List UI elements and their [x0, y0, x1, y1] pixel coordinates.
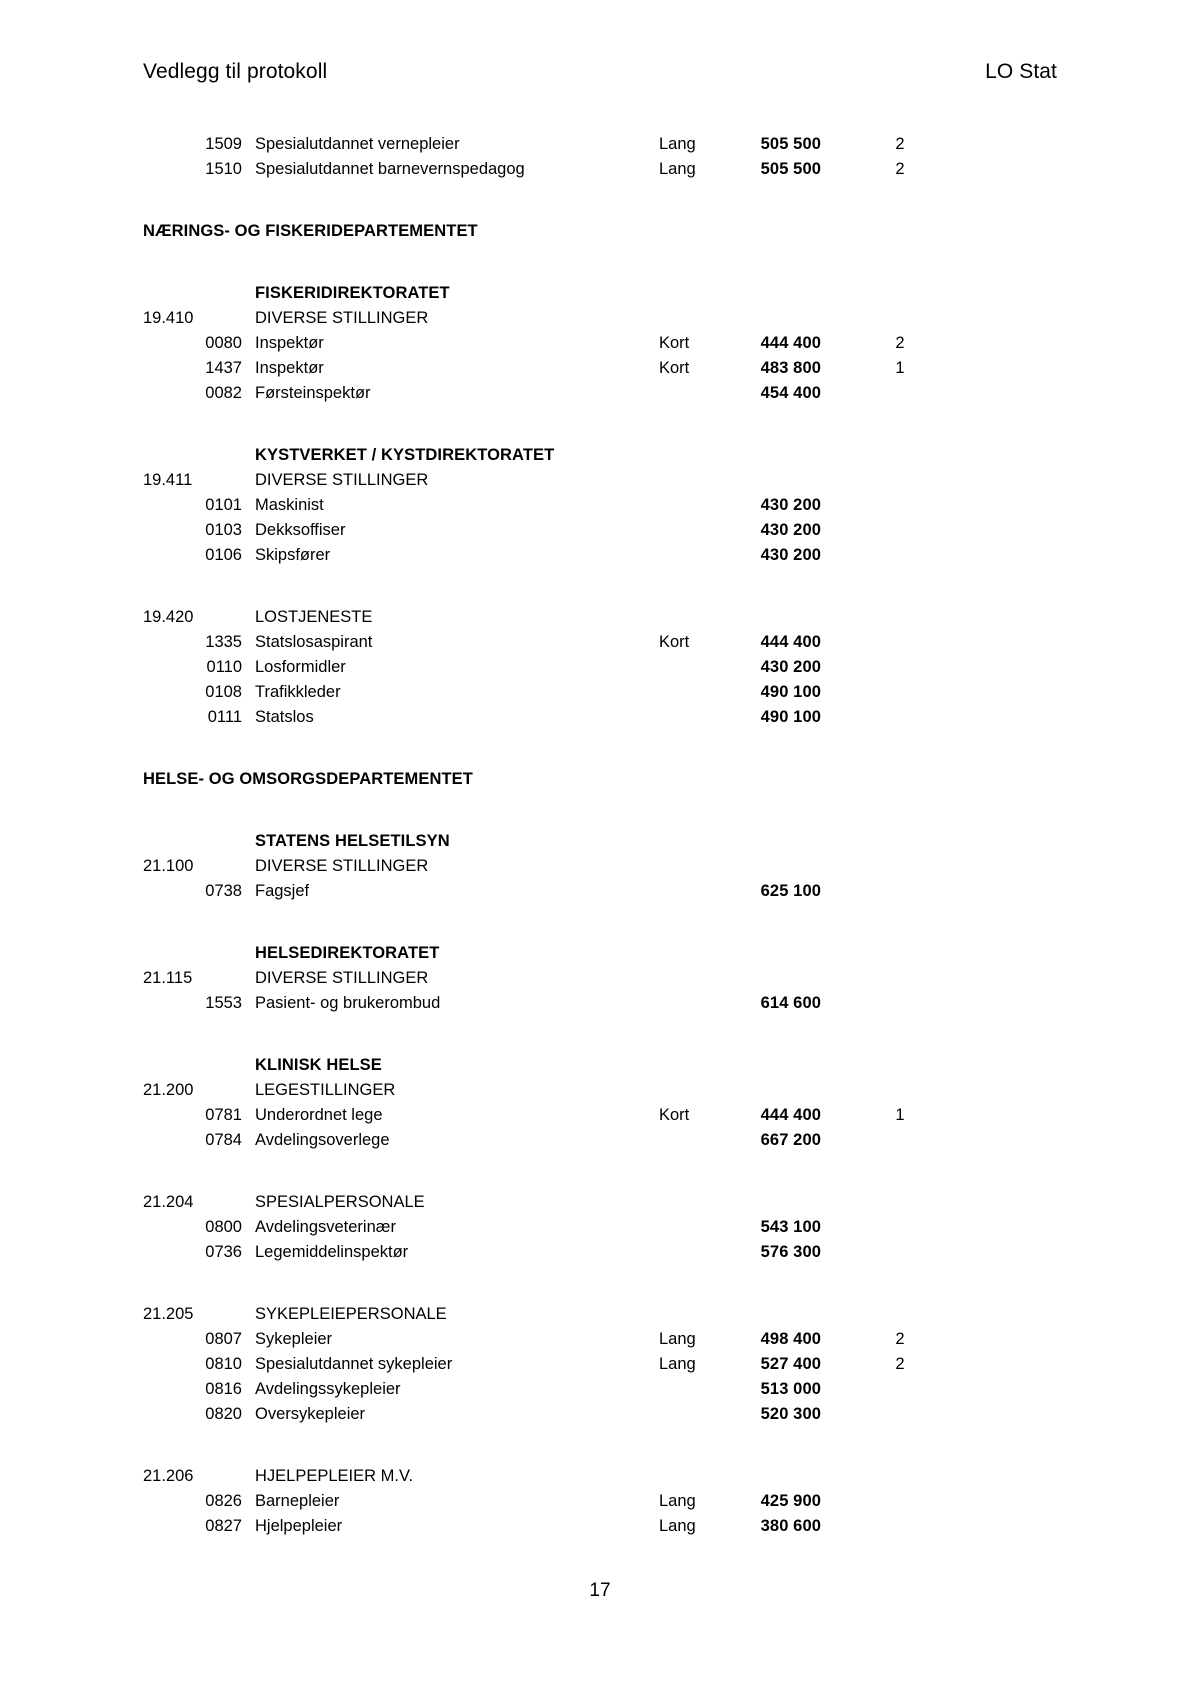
position-row: [0, 493, 1200, 518]
position-row: [0, 1128, 1200, 1153]
position-title: Avdelingsveterinær: [255, 1218, 396, 1236]
organization-name: LO Stat: [985, 60, 1057, 83]
salary-amount: 430 200: [760, 496, 821, 514]
salary-amount: 490 100: [760, 708, 821, 726]
page-number: 17: [589, 1580, 611, 1601]
position-code: 0110: [206, 658, 242, 676]
position-row: [0, 157, 1200, 182]
position-row: [0, 1240, 1200, 1265]
position-title: Sykepleier: [255, 1330, 333, 1348]
position-count: 2: [895, 1355, 905, 1373]
position-title: Statslosaspirant: [255, 633, 373, 651]
position-code: 1510: [205, 160, 242, 178]
salary-amount: 380 600: [760, 1517, 821, 1535]
salary-amount: 505 500: [760, 135, 821, 153]
section-heading-row: [0, 1078, 1200, 1103]
position-title: Fagsjef: [255, 882, 310, 900]
agency-heading: KYSTVERKET / KYSTDIREKTORATET: [255, 446, 555, 464]
salary-amount: 425 900: [760, 1492, 821, 1510]
position-row: [0, 630, 1200, 655]
position-row: [0, 655, 1200, 680]
department-heading-row: [0, 767, 1200, 792]
position-code: 1437: [205, 359, 242, 377]
position-title: Statslos: [255, 708, 314, 726]
position-title: Spesialutdannet barnevernspedagog: [255, 160, 525, 178]
salary-amount: 444 400: [760, 334, 821, 352]
position-row: [0, 991, 1200, 1016]
position-row: [0, 680, 1200, 705]
position-title: Barnepleier: [255, 1492, 340, 1510]
position-row: [0, 705, 1200, 730]
contract-type: Lang: [659, 160, 696, 178]
agency-heading-row: [0, 829, 1200, 854]
section-code: 21.115: [143, 969, 193, 987]
section-heading-row: [0, 966, 1200, 991]
section-heading-row: [0, 1464, 1200, 1489]
agency-heading: STATENS HELSETILSYN: [255, 832, 450, 850]
position-title: Oversykepleier: [255, 1405, 366, 1423]
salary-amount: 454 400: [760, 384, 821, 402]
position-code: 0807: [205, 1330, 242, 1348]
section-code: 19.420: [143, 608, 194, 626]
section-heading-row: [0, 1302, 1200, 1327]
position-code: 0738: [205, 882, 242, 900]
position-row: [0, 518, 1200, 543]
agency-heading-row: [0, 443, 1200, 468]
section-heading-row: [0, 468, 1200, 493]
salary-amount: 430 200: [760, 521, 821, 539]
position-code: 0103: [205, 521, 242, 539]
section-code: 21.200: [143, 1081, 194, 1099]
position-code: 1335: [205, 633, 242, 651]
section-code: 21.206: [143, 1467, 194, 1485]
position-title: Pasient- og brukerombud: [255, 994, 441, 1012]
position-code: 1553: [205, 994, 242, 1012]
position-code: 0820: [205, 1405, 242, 1423]
position-count: 2: [895, 334, 905, 352]
salary-amount: 513 000: [760, 1380, 821, 1398]
position-title: Avdelingsoverlege: [255, 1131, 390, 1149]
salary-amount: 498 400: [760, 1330, 821, 1348]
contract-type: Lang: [659, 1330, 696, 1348]
position-title: Losformidler: [255, 658, 346, 676]
salary-amount: 667 200: [760, 1131, 821, 1149]
salary-amount: 576 300: [760, 1243, 821, 1261]
position-row: [0, 356, 1200, 381]
position-row: [0, 1352, 1200, 1377]
contract-type: Lang: [659, 1492, 696, 1510]
position-title: Skipsfører: [255, 546, 331, 564]
section-heading: LOSTJENESTE: [255, 608, 373, 626]
position-count: 1: [895, 359, 905, 377]
department-heading: HELSE- OG OMSORGSDEPARTEMENTET: [143, 770, 473, 788]
contract-type: Lang: [659, 1517, 696, 1535]
department-heading: NÆRINGS- OG FISKERIDEPARTEMENTET: [143, 222, 478, 240]
section-heading-row: [0, 605, 1200, 630]
position-code: 0108: [205, 683, 242, 701]
position-title: Hjelpepleier: [255, 1517, 343, 1535]
position-code: 0784: [205, 1131, 242, 1149]
position-count: 2: [895, 1330, 905, 1348]
section-heading: DIVERSE STILLINGER: [255, 471, 429, 489]
position-row: [0, 331, 1200, 356]
agency-heading-row: [0, 1053, 1200, 1078]
document-title: Vedlegg til protokoll: [143, 60, 328, 83]
salary-amount: 625 100: [760, 882, 821, 900]
position-row: [0, 1402, 1200, 1427]
position-title: Inspektør: [255, 359, 324, 377]
section-heading: SPESIALPERSONALE: [255, 1193, 425, 1211]
position-title: Maskinist: [255, 496, 324, 514]
position-code: 0736: [205, 1243, 242, 1261]
contract-type: Lang: [659, 1355, 696, 1373]
position-title: Spesialutdannet sykepleier: [255, 1355, 453, 1373]
position-title: Underordnet lege: [255, 1106, 383, 1124]
section-code: 21.205: [143, 1305, 194, 1323]
contract-type: Lang: [659, 135, 696, 153]
position-title: Førsteinspektør: [255, 384, 371, 402]
position-row: [0, 543, 1200, 568]
position-code: 0810: [205, 1355, 242, 1373]
position-code: 0800: [205, 1218, 242, 1236]
position-row: [0, 1103, 1200, 1128]
position-code: 0827: [205, 1517, 242, 1535]
salary-amount: 444 400: [760, 633, 821, 651]
section-heading-row: [0, 306, 1200, 331]
agency-heading: FISKERIDIREKTORATET: [255, 284, 450, 302]
section-code: 21.100: [143, 857, 194, 875]
position-code: 0816: [205, 1380, 242, 1398]
section-heading-row: [0, 854, 1200, 879]
position-count: 2: [895, 135, 905, 153]
position-row: [0, 381, 1200, 406]
position-row: [0, 1514, 1200, 1539]
contract-type: Kort: [659, 359, 690, 377]
position-code: 0781: [205, 1106, 242, 1124]
section-heading-row: [0, 1190, 1200, 1215]
position-title: Dekksoffiser: [255, 521, 346, 539]
position-count: 2: [895, 160, 905, 178]
salary-amount: 543 100: [760, 1218, 821, 1236]
position-title: Spesialutdannet vernepleier: [255, 135, 460, 153]
position-title: Avdelingssykepleier: [255, 1380, 401, 1398]
agency-heading-row: [0, 941, 1200, 966]
position-code: 0111: [207, 708, 242, 726]
section-heading: DIVERSE STILLINGER: [255, 969, 429, 987]
section-heading: LEGESTILLINGER: [255, 1081, 396, 1099]
section-heading: DIVERSE STILLINGER: [255, 857, 429, 875]
salary-code-listing: [0, 132, 1200, 1539]
position-title: Trafikkleder: [255, 683, 341, 701]
salary-amount: 490 100: [760, 683, 821, 701]
salary-amount: 444 400: [760, 1106, 821, 1124]
salary-amount: 430 200: [760, 658, 821, 676]
position-title: Legemiddelinspektør: [255, 1243, 409, 1261]
position-row: [0, 132, 1200, 157]
agency-heading: KLINISK HELSE: [255, 1056, 382, 1074]
section-heading: DIVERSE STILLINGER: [255, 309, 429, 327]
position-count: 1: [895, 1106, 905, 1124]
salary-amount: 527 400: [760, 1355, 821, 1373]
page-header: [143, 60, 1057, 84]
section-heading: SYKEPLEIEPERSONALE: [255, 1305, 447, 1323]
page-footer: [0, 1580, 1200, 1602]
salary-amount: 483 800: [760, 359, 821, 377]
position-row: [0, 1489, 1200, 1514]
section-heading: HJELPEPLEIER M.V.: [255, 1467, 414, 1485]
salary-amount: 520 300: [760, 1405, 821, 1423]
agency-heading: HELSEDIREKTORATET: [255, 944, 440, 962]
department-heading-row: [0, 219, 1200, 244]
agency-heading-row: [0, 281, 1200, 306]
position-row: [0, 1327, 1200, 1352]
position-code: 0082: [205, 384, 242, 402]
contract-type: Kort: [659, 633, 690, 651]
position-row: [0, 1215, 1200, 1240]
position-row: [0, 1377, 1200, 1402]
position-code: 1509: [205, 135, 242, 153]
position-code: 0826: [205, 1492, 242, 1510]
position-code: 0080: [205, 334, 242, 352]
contract-type: Kort: [659, 1106, 690, 1124]
position-row: [0, 879, 1200, 904]
position-title: Inspektør: [255, 334, 324, 352]
salary-amount: 430 200: [760, 546, 821, 564]
section-code: 21.204: [143, 1193, 194, 1211]
section-code: 19.410: [143, 309, 194, 327]
salary-amount: 614 600: [760, 994, 821, 1012]
contract-type: Kort: [659, 334, 690, 352]
position-code: 0101: [205, 496, 242, 514]
section-code: 19.411: [143, 471, 193, 489]
position-code: 0106: [205, 546, 242, 564]
salary-amount: 505 500: [760, 160, 821, 178]
